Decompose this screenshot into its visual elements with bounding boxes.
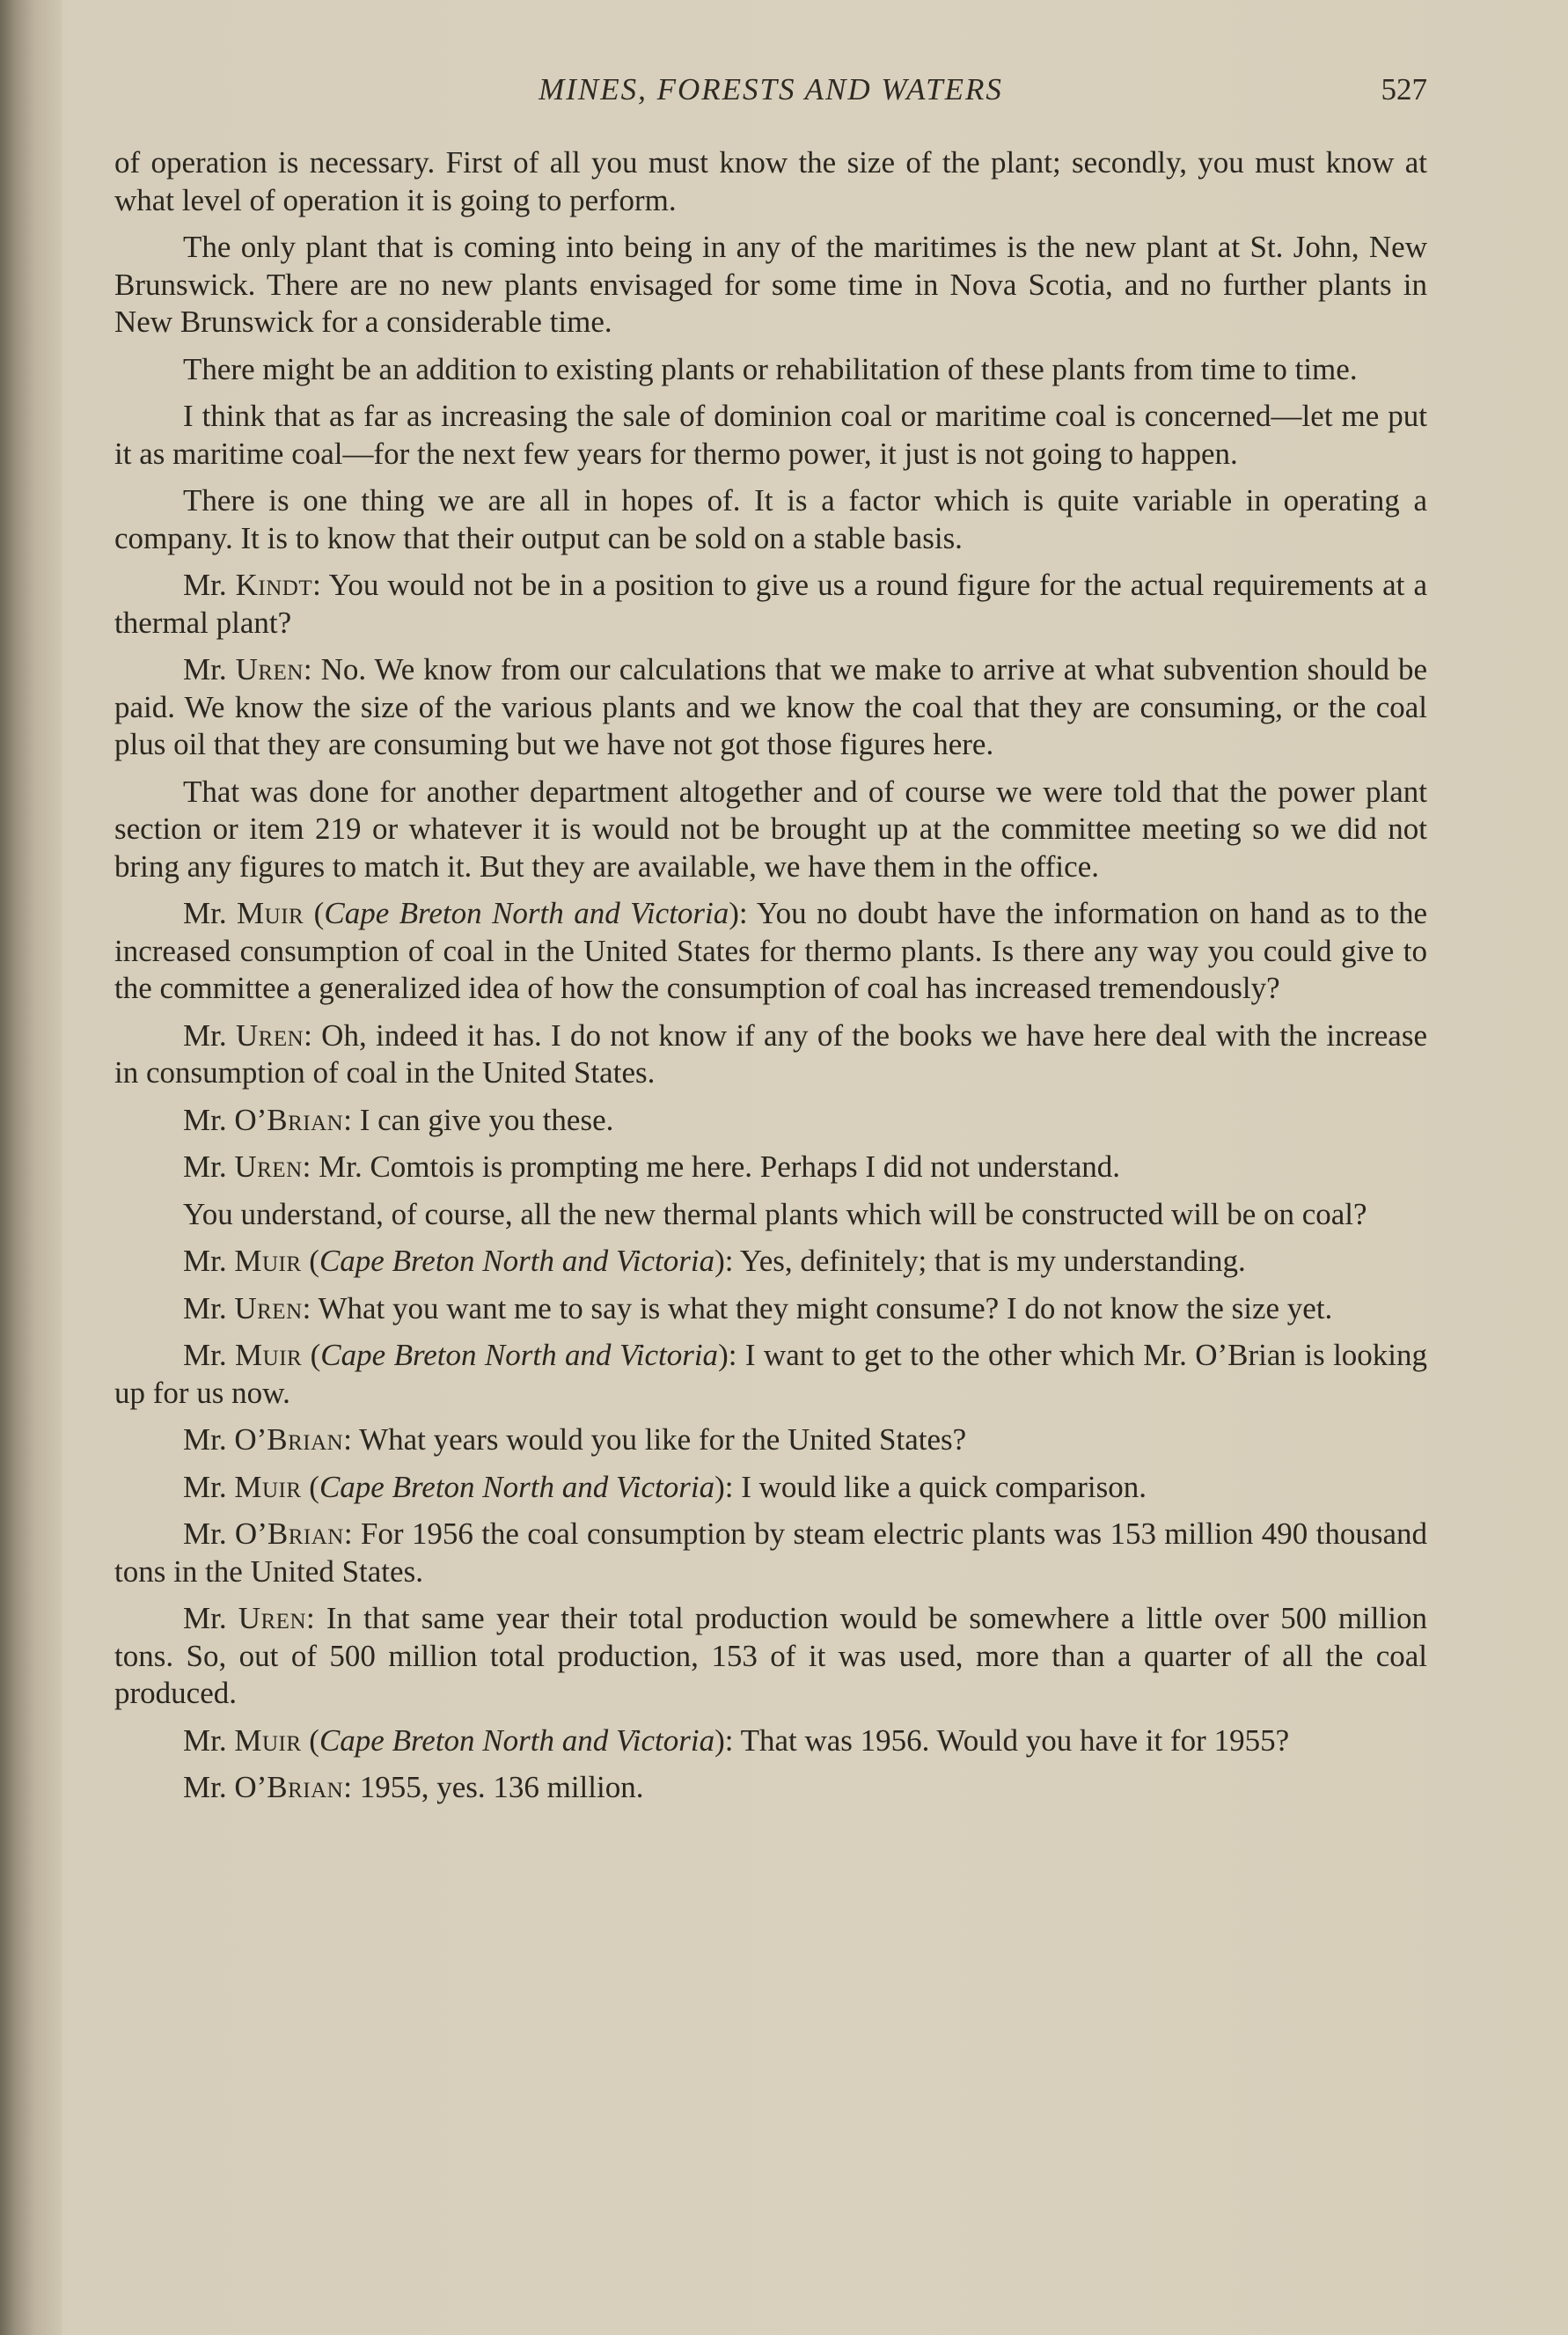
page-header — [114, 72, 1427, 116]
paragraph-text: : I want to get to the other which Mr. O’Brian is looking up for us now. — [114, 1338, 1428, 1410]
paragraph — [114, 1516, 1427, 1590]
paragraph-text: There is one thing we are all in hopes of. It is a factor which is quite variable in operating a company. It is to know that their output can be sold on a stable basis. — [114, 483, 1427, 555]
speaker-prefix: Mr. — [183, 1290, 235, 1325]
page-binding-shadow — [0, 0, 62, 2335]
paragraph-text: : In that same year their total production would be somewhere a little over 500 million tons. So, out of 500 million total production, 153 of it was used, more than a quarter of all the coal produced. — [114, 1601, 1427, 1710]
speaker-name: Muir — [234, 1469, 302, 1504]
speaker-prefix: Mr. — [183, 1017, 236, 1053]
speaker-riding: Cape Breton North and Victoria — [319, 1244, 715, 1278]
speaker-riding: Cape Breton North and Victoria — [319, 1469, 715, 1504]
speaker-name: Brian — [267, 1516, 344, 1551]
paragraph-text: : What years would you like for the United States? — [343, 1422, 967, 1457]
paragraph — [114, 482, 1427, 557]
paragraph: Mr. Muir (Cape Breton North and Victoria): I would like a quick comparison. — [183, 1469, 1147, 1504]
paragraph — [114, 398, 1427, 473]
speaker-riding: Cape Breton North and Victoria — [319, 1722, 715, 1758]
paragraph-text: I think that as far as increasing the sale of dominion coal or maritime coal is concerned—let me put it as maritime coal—for the next few years for thermo power, it just is not going to happen. — [114, 399, 1427, 471]
paragraph-text: : You no doubt have the information on hand as to the increased consumption of coal in the United States for thermo plants. Is there any way you could give to the committee a generalized idea of how the consumption of coal has increased tremendously? — [114, 896, 1427, 1005]
speaker-prefix: Mr. — [183, 1722, 235, 1758]
paragraph-text: : I can give you these. — [343, 1102, 614, 1137]
paragraph-text: : 1955, yes. 136 million. — [343, 1770, 644, 1804]
speaker-prefix: Mr. — [183, 1338, 236, 1372]
paragraph — [114, 1102, 1427, 1140]
paragraph-text: There might be an addition to existing plants or rehabilitation of these plants from time to time. — [183, 351, 1358, 386]
paragraph — [114, 774, 1427, 886]
paragraph: Mr. Muir (Cape Breton North and Victoria): Yes, definitely; that is my understanding. — [183, 1244, 1246, 1278]
speaker-name: Brian — [267, 1422, 344, 1457]
paragraph — [114, 1290, 1427, 1328]
paragraph — [114, 1196, 1427, 1234]
paragraph — [114, 1600, 1427, 1713]
speaker-prefix: Mr. — [183, 1469, 235, 1504]
paragraph-text: : Mr. Comtois is prompting me here. Perhaps I did not understand. — [302, 1149, 1120, 1184]
speaker-name: Uren — [238, 1601, 307, 1635]
speaker-name: Kindt — [235, 568, 313, 602]
speaker-riding: Cape Breton North and Victoria — [320, 1338, 719, 1372]
speaker-prefix: Mr. — [183, 1244, 235, 1278]
paragraph-text: That was done for another department altogether and of course we were told that the power plant section or item 219 or whatever it is would not be brought up at the committee meeting so we did not bring any figures to match it. But they are available, we have them in the office. — [114, 774, 1427, 884]
speaker-prefix: Mr. — [183, 652, 236, 687]
paragraph-text: You understand, of course, all the new thermal plants which will be constructed will be on coal? — [183, 1196, 1367, 1231]
speaker-name: Muir — [235, 1338, 303, 1372]
paragraph-text: : That was 1956. Would you have it for 1955? — [724, 1722, 1290, 1758]
speaker-name: Uren — [235, 652, 304, 687]
paragraph-text: : Yes, definitely; that is my understanding. — [724, 1244, 1246, 1278]
paragraph — [114, 351, 1427, 389]
paragraph — [114, 1769, 1427, 1807]
speaker-name: Muir — [234, 1244, 302, 1278]
speaker-prefix: Mr. — [183, 896, 238, 930]
speaker-name: Uren — [234, 1290, 303, 1325]
paragraph — [114, 229, 1427, 341]
paragraph-text: : Oh, indeed it has. I do not know if any of the books we have here deal with the increase in consumption of coal in the United States. — [114, 1017, 1427, 1090]
paragraph — [114, 651, 1427, 764]
paragraph — [114, 567, 1427, 642]
speaker-name: Uren — [235, 1017, 304, 1053]
speaker-riding: Cape Breton North and Victoria — [324, 896, 729, 930]
speaker-prefix: Mr. O’ — [183, 1516, 267, 1551]
speaker-name: Uren — [234, 1149, 303, 1184]
paragraph-text: : You would not be in a position to give us a round figure for the actual requirements at a thermal plant? — [114, 568, 1427, 640]
speaker-prefix: Mr. O’ — [183, 1770, 267, 1804]
speaker-prefix: Mr. — [183, 1149, 235, 1184]
paragraph: Mr. Muir (Cape Breton North and Victoria): You no doubt have the information on hand as to the increased consumption of coal in the United States for thermo plants. Is there any way you could give to the committee a generalized idea of how the consumption of coal has increased tremendously? — [114, 896, 1427, 1005]
paragraph — [114, 144, 1427, 219]
paragraph: Mr. Muir (Cape Breton North and Victoria): That was 1956. Would you have it for 1955? — [183, 1722, 1290, 1758]
speaker-prefix: Mr. O’ — [183, 1422, 267, 1457]
speaker-name: Muir — [237, 896, 304, 930]
paragraph-text: : What you want me to say is what they might consume? I do not know the size yet. — [302, 1290, 1333, 1325]
paragraph-text: : No. We know from our calculations that we make to arrive at what subvention should be paid. We know the size of the various plants and we know the coal that they are consuming, or the coal plus oil that they are consuming but we have not got those figures here. — [114, 652, 1427, 761]
speaker-name: Muir — [234, 1722, 302, 1758]
speaker-name: Brian — [267, 1770, 344, 1804]
transcript-body — [114, 144, 1427, 1817]
speaker-prefix: Mr. — [183, 1601, 238, 1635]
speaker-name: Brian — [267, 1102, 344, 1137]
paragraph-text: of operation is necessary. First of all you must know the size of the plant; secondly, you must know at what level of operation it is going to perform. — [114, 145, 1427, 217]
page-number: 527 — [1381, 72, 1427, 106]
paragraph — [114, 1017, 1427, 1092]
speaker-prefix: Mr. — [183, 568, 236, 602]
paragraph: Mr. Muir (Cape Breton North and Victoria): I want to get to the other which Mr. O’Brian is looking up for us now. — [114, 1338, 1428, 1410]
paragraph-text: : For 1956 the coal consumption by steam electric plants was 153 million 490 thousand tons in the United States. — [114, 1516, 1427, 1589]
running-head: MINES, FORESTS AND WATERS — [539, 72, 1003, 106]
speaker-prefix: Mr. O’ — [183, 1102, 267, 1137]
paragraph — [114, 1149, 1427, 1186]
paragraph — [114, 1421, 1427, 1459]
paragraph-text: : I would like a quick comparison. — [724, 1469, 1147, 1504]
paragraph-text: The only plant that is coming into being in any of the maritimes is the new plant at St. John, New Brunswick. There are no new plants envisaged for some time in Nova Scotia, and no further plants in New Brunswick for a considerable time. — [114, 230, 1427, 339]
